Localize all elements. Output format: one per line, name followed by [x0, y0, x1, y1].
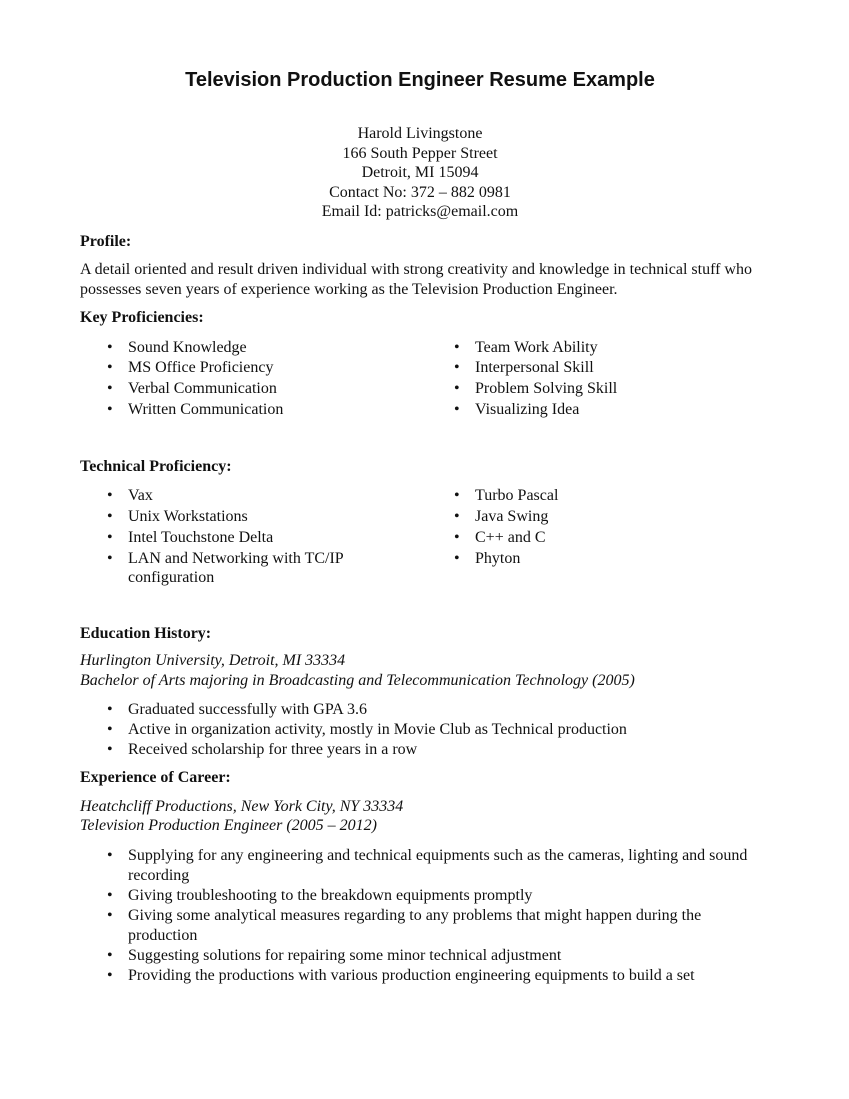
technical-proficiency-heading: Technical Proficiency: — [80, 457, 232, 475]
bullet-icon: • — [107, 359, 113, 377]
list-item — [80, 379, 427, 400]
bullet-icon: • — [454, 487, 460, 505]
bullet-icon: • — [107, 400, 113, 418]
profile-text: A detail oriented and result driven individual with strong creativity and knowledge in technical stuff who possesses seven years of experience working as the Television Production Engineer. — [80, 261, 752, 298]
experience-company: Heatchcliff Productions, New York City, NY 33334 — [80, 797, 404, 815]
list-item — [80, 507, 427, 528]
bullet-icon: • — [454, 338, 460, 356]
list-item — [80, 886, 760, 906]
contact-city: Detroit, MI 15094 — [361, 164, 479, 181]
key-proficiencies-right — [427, 338, 760, 421]
contact-email: Email Id: patricks@email.com — [321, 203, 519, 220]
list-item — [80, 528, 427, 549]
list-item — [80, 486, 427, 507]
list-item-text: Giving troubleshooting to the breakdown equipments promptly — [128, 886, 533, 904]
list-item — [80, 338, 427, 359]
bullet-icon: • — [107, 966, 113, 984]
bullet-icon: • — [107, 741, 113, 759]
profile-heading: Profile: — [80, 232, 132, 250]
list-item — [427, 338, 760, 359]
list-item — [80, 946, 760, 966]
list-item-text: Received scholarship for three years in a row — [128, 741, 418, 759]
list-item-text: Providing the productions with various production engineering equipments to build a set — [128, 966, 695, 984]
list-item-text: Intel Touchstone Delta — [128, 528, 274, 546]
list-item-text: Unix Workstations — [128, 507, 248, 525]
bullet-icon: • — [454, 528, 460, 546]
bullet-icon: • — [107, 701, 113, 719]
list-item-text: MS Office Proficiency — [128, 359, 274, 377]
list-item — [80, 966, 760, 986]
list-item-text: Phyton — [475, 549, 521, 567]
list-item-text: Verbal Communication — [128, 380, 277, 398]
list-item — [427, 528, 760, 549]
resume-page — [80, 64, 760, 986]
list-item-text: Problem Solving Skill — [475, 380, 618, 398]
list-item — [427, 379, 760, 400]
list-item-text: Written Communication — [128, 400, 284, 418]
technical-proficiency-right — [427, 486, 760, 587]
list-item — [80, 846, 760, 886]
bullet-icon: • — [454, 507, 460, 525]
bullet-icon: • — [107, 338, 113, 356]
contact-street: 166 South Pepper Street — [342, 144, 498, 162]
bullet-icon: • — [454, 400, 460, 418]
list-item — [80, 358, 427, 379]
bullet-icon: • — [107, 906, 113, 924]
list-item-text: C++ and C — [475, 528, 546, 546]
list-item — [80, 906, 760, 946]
document-title: Television Production Engineer Resume Example — [185, 69, 655, 91]
contact-name: Harold Livingstone — [357, 125, 483, 142]
bullet-icon: • — [107, 507, 113, 525]
list-item — [80, 740, 760, 760]
list-item — [427, 358, 760, 379]
list-item — [427, 549, 760, 570]
list-item — [80, 400, 427, 421]
list-item-text: Giving some analytical measures regarding to any problems that might happen during the production — [128, 906, 702, 944]
bullet-icon: • — [107, 380, 113, 398]
list-item-text: Visualizing Idea — [475, 400, 580, 418]
education-degree: Bachelor of Arts majoring in Broadcasting and Telecommunication Technology (2005) — [80, 671, 635, 689]
bullet-icon: • — [454, 549, 460, 567]
list-item-text: Active in organization activity, mostly in Movie Club as Technical production — [128, 721, 627, 739]
bullet-icon: • — [107, 487, 113, 505]
list-item — [80, 700, 760, 720]
contact-phone: Contact No: 372 – 882 0981 — [329, 183, 511, 201]
education-list — [80, 700, 760, 760]
list-item-text: Vax — [128, 487, 153, 505]
list-item-text: Sound Knowledge — [128, 338, 247, 356]
list-item-text: Graduated successfully with GPA 3.6 — [128, 701, 367, 719]
experience-list — [80, 846, 760, 986]
technical-proficiency-list — [80, 486, 760, 587]
list-item-text: Supplying for any engineering and technical equipments such as the cameras, lighting and sound recording — [128, 846, 748, 884]
list-item-text: Team Work Ability — [475, 338, 598, 356]
list-item — [427, 507, 760, 528]
list-item-text: Suggesting solutions for repairing some minor technical adjustment — [128, 946, 562, 964]
list-item-text: Java Swing — [475, 507, 549, 525]
bullet-icon: • — [107, 549, 113, 567]
list-item-text: LAN and Networking with TC/IP configuration — [128, 549, 344, 587]
education-school: Hurlington University, Detroit, MI 33334 — [80, 652, 346, 670]
bullet-icon: • — [107, 886, 113, 904]
bullet-icon: • — [107, 946, 113, 964]
list-item-text: Turbo Pascal — [475, 487, 559, 505]
key-proficiencies-heading: Key Proficiencies: — [80, 309, 204, 326]
bullet-icon: • — [107, 846, 113, 864]
experience-heading: Experience of Career: — [80, 769, 231, 787]
contact-block — [80, 124, 760, 222]
education-heading: Education History: — [80, 624, 212, 642]
bullet-icon: • — [454, 359, 460, 377]
list-item-text: Interpersonal Skill — [475, 359, 594, 377]
key-proficiencies-list — [80, 338, 760, 421]
list-item — [427, 486, 760, 507]
technical-proficiency-left — [80, 486, 427, 587]
list-item — [80, 549, 427, 588]
list-item — [427, 400, 760, 421]
bullet-icon: • — [454, 380, 460, 398]
key-proficiencies-left — [80, 338, 427, 421]
bullet-icon: • — [107, 721, 113, 739]
experience-role: Television Production Engineer (2005 – 2012) — [80, 817, 377, 835]
list-item — [80, 720, 760, 740]
bullet-icon: • — [107, 528, 113, 546]
